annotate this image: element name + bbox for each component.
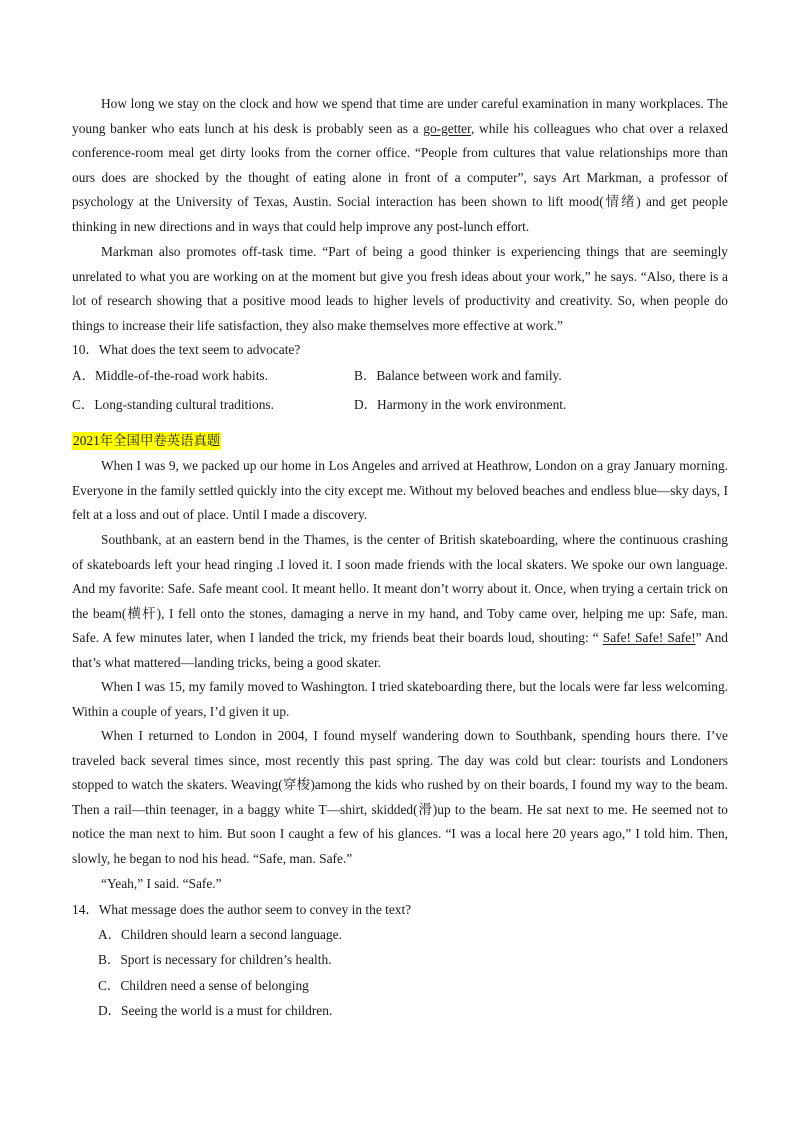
passage2-paragraph-2 bbox=[72, 528, 728, 676]
section-heading: 2021年全国甲卷英语真题 bbox=[73, 433, 221, 448]
p1-underlined-go-getter: go-getter bbox=[423, 120, 472, 136]
passage1-paragraph-1 bbox=[72, 92, 728, 240]
passage2-paragraph-1: When I was 9, we packed up our home in Los Angeles and arrived at Heathrow, London on a gray January morning. Everyone in the family settled quickly into the city except me. Without my beloved beaches and endless blue—sky days, I felt at a loss and out of place. Until I made a discovery. bbox=[72, 458, 728, 523]
p1-text-after: , while his colleagues who chat over a relaxed conference-room meal get dirty looks from the corner office. “People from cultures that value relationships more than ours does are shocked by the thought of eating alone in front of a computer”, says Art Markman, a professor of psychology at the University of Texas, Austin. Social interaction has been shown to lift mood(情绪) and get people thinking in new directions and in ways that could help improve any post-lunch effort. bbox=[72, 120, 728, 234]
q10-option-c: C．Long-standing cultural traditions. bbox=[72, 397, 274, 412]
passage2-paragraph-4: When I returned to London in 2004, I found myself wandering down to Southbank, spending hours there. I’ve traveled back several times since, most recently this past spring. The day was cold but clear: tourists and Londoners stopped to watch the skaters. Weaving(穿梭)among the kids who rushed by on their boards, I found my way to the beam. Then a rail—thin teenager, in a baggy white T—shirt, skidded(滑)up to the beam. He sat next to me. He seemed not to notice the man next to him. But soon I caught a few of his glances. “I was a local here 20 years ago,” I told him. Then, slowly, he began to nod his head. “Safe, man. Safe.” bbox=[72, 728, 728, 866]
question-14: 14．What message does the author seem to convey in the text? bbox=[72, 902, 412, 917]
q14-option-c: C．Children need a sense of belonging bbox=[98, 978, 309, 993]
passage2-paragraph-3: When I was 15, my family moved to Washington. I tried skateboarding there, but the locals were far less welcoming. Within a couple of years, I’d given it up. bbox=[72, 679, 728, 719]
q10-option-d: D．Harmony in the work environment. bbox=[354, 397, 567, 412]
p1-text-before: How long we stay on the clock and how we spend that time are under careful examination in many workplaces. The young banker who eats lunch at his desk is probably seen as a bbox=[72, 96, 728, 136]
q10-option-a: A．Middle-of-the-road work habits. bbox=[72, 368, 268, 383]
q14-option-b: B．Sport is necessary for children’s health. bbox=[98, 952, 332, 967]
question-10: 10．What does the text seem to advocate? bbox=[72, 342, 301, 357]
q10-option-b: B．Balance between work and family. bbox=[354, 368, 562, 383]
passage1-paragraph-2: Markman also promotes off-task time. “Part of being a good thinker is experiencing things that are seemingly unrelated to what you are working on at the moment but give you fresh ideas about your work,” he says. “Also, there is a lot of research showing that a positive mood leads to higher levels of productivity and creativity. So, when people do things to increase their life satisfaction, they also make themselves more effective at work.” bbox=[72, 244, 728, 333]
p2-text-before: Southbank, at an eastern bend in the Thames, is the center of British skateboarding, where the continuous crashing of skateboards left your head ringing .I loved it. I soon made friends with the local skaters. We spoke our own language. And my favorite: Safe. Safe meant cool. It meant hello. It meant don’t worry about it. Once, when trying a certain trick on the beam(横杆), I fell onto the stones, damaging a nerve in my hand, and Toby came over, helping me up: Safe, man. Safe. A few minutes later, when I landed the trick, my friends beat their boards loud, shouting: “ bbox=[72, 532, 728, 646]
q14-option-a: A．Children should learn a second language. bbox=[98, 927, 342, 942]
p2-text-after: ” And that’s what mattered—landing tricks, being a good skater. bbox=[72, 630, 728, 670]
q14-option-d: D．Seeing the world is a must for children. bbox=[98, 1003, 333, 1018]
passage2-paragraph-5: “Yeah,” I said. “Safe.” bbox=[101, 876, 222, 891]
p2-underlined-safe: Safe! Safe! Safe! bbox=[602, 630, 696, 646]
